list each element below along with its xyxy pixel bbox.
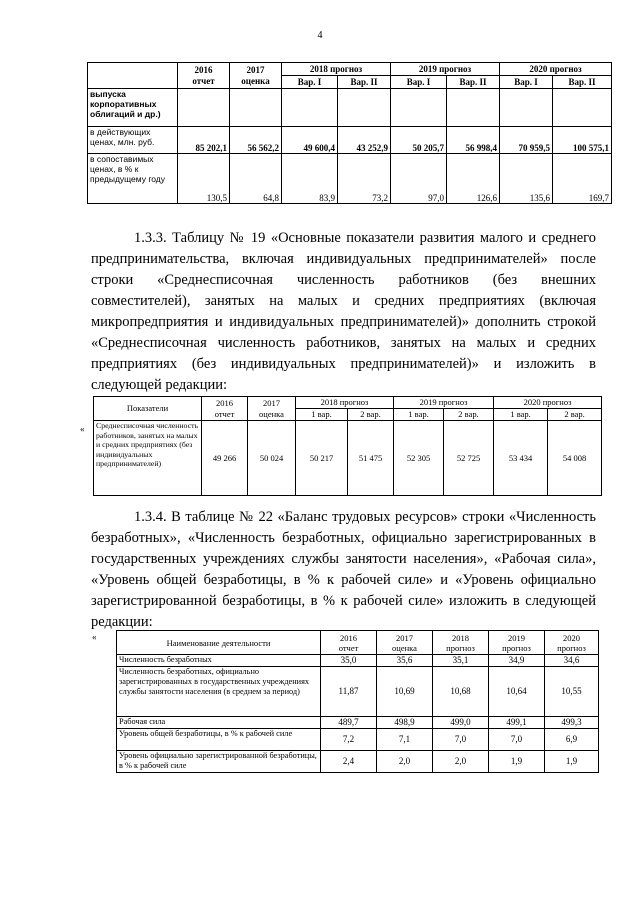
table-row [88,89,612,127]
cell: 54 008 [548,421,602,496]
row-label: Рабочая сила [117,717,321,729]
row-label: в сопоставимых ценах, в % к предыдущему году [88,154,178,204]
table-row [117,655,599,667]
cell: 7,0 [489,729,545,751]
cell: 73,2 [338,154,391,204]
header-var2: Вар. II [338,76,391,89]
cell: 10,68 [433,667,489,717]
cell: 64,8 [230,154,282,204]
row-label: Уровень официально зарегистрированной безработицы, в % к рабочей силе [117,751,321,773]
header-var1: Вар. I [391,76,447,89]
cell: 2,0 [433,751,489,773]
cell: 169,7 [553,154,612,204]
cell: 56 998,4 [447,127,500,154]
cell: 135,6 [500,154,553,204]
investment-table [87,62,612,204]
cell: 34,9 [489,655,545,667]
cell: 52 725 [444,421,494,496]
cell: 70 959,5 [500,127,553,154]
cell: 43 252,9 [338,127,391,154]
table-row [117,751,599,773]
cell: 499,3 [545,717,599,729]
table-row [88,154,612,204]
cell: 50 217 [296,421,348,496]
header-2016: 2016 отчет [178,63,230,89]
header-var1: 1 вар. [494,409,548,421]
row-label: Уровень общей безработицы, в % к рабочей силе [117,729,321,751]
labour-balance-table [116,630,599,773]
header-2020: 2020 прогноз [494,397,602,409]
header-2017: 2017 оценка [377,631,433,655]
header-2016: 2016 отчет [321,631,377,655]
cell: 52 305 [394,421,444,496]
cell: 56 562,2 [230,127,282,154]
row-label: в действующих ценах, млн. руб. [88,127,178,154]
table-row [117,667,599,717]
header-var1: 1 вар. [394,409,444,421]
cell: 100 575,1 [553,127,612,154]
cell: 53 434 [494,421,548,496]
header-var2: 2 вар. [348,409,394,421]
cell: 10,55 [545,667,599,717]
paragraph-1-3-3: 1.3.3. Таблицу № 19 «Основные показатели развития малого и среднего предпринимательства, включая индивидуальных предпринимателей» после строки «Среднесписочная численность работников (без внешних совместителей), занятых на малых и средних предприятиях (включая микропредприятия и индивидуальных предпринимателей)» дополнить строкой «Среднесписочная численность работников, занятых на малых и средних предприятиях (без индивидуальных предпринимателей)» и изложить в следующей редакции: [91,230,596,393]
header-var2: 2 вар. [444,409,494,421]
table-row [117,729,599,751]
cell: 489,7 [321,717,377,729]
header-var1: 1 вар. [296,409,348,421]
cell: 7,0 [433,729,489,751]
cell: 10,64 [489,667,545,717]
open-quote: « [80,424,85,434]
sme-table [93,396,602,496]
cell: 130,5 [178,154,230,204]
header-name: Наименование деятельности [117,631,321,655]
table-row [88,127,612,154]
paragraph-1-3-4: 1.3.4. В таблице № 22 «Баланс трудовых ресурсов» строки «Численность безработных», «Численность безработных, официально зарегистрированных в государственных учреждениях службы занятости населения», «Рабочая сила», «Уровень общей безработицы, в % к рабочей силе» и «Уровень официально зарегистрированной безработицы, в % к рабочей силе» изложить в следующей редакции: [91,509,596,630]
cell: 7,2 [321,729,377,751]
cell: 11,87 [321,667,377,717]
row-label: Численность безработных [117,655,321,667]
header-2016: 2016 отчет [202,397,248,421]
cell: 50 024 [248,421,296,496]
cell: 49 266 [202,421,248,496]
cell: 498,9 [377,717,433,729]
header-var2: 2 вар. [548,409,602,421]
header-2018: 2018 прогноз [433,631,489,655]
header-var2: Вар. II [553,76,612,89]
cell: 35,6 [377,655,433,667]
header-2018: 2018 прогноз [282,63,391,76]
header-var2: Вар. II [447,76,500,89]
cell: 83,9 [282,154,338,204]
row-label: Численность безработных, официально зарегистрированных в государственных учреждениях службы занятости населения (в среднем за период) [117,667,321,717]
header-2017: 2017 оценка [230,63,282,89]
row-label: выпуска корпоративных облигаций и др.) [88,89,178,127]
cell: 35,0 [321,655,377,667]
cell: 34,6 [545,655,599,667]
cell: 7,1 [377,729,433,751]
cell: 35,1 [433,655,489,667]
header-empty [88,63,178,89]
cell: 126,6 [447,154,500,204]
open-quote: « [92,632,97,642]
cell: 6,9 [545,729,599,751]
cell: 49 600,4 [282,127,338,154]
row-label: Среднесписочная численность работников, занятых на малых и средних предприятиях (без индивидуальных предпринимателей) [94,421,202,496]
header-2019: 2019 прогноз [391,63,500,76]
cell: 85 202,1 [178,127,230,154]
header-var1: Вар. I [500,76,553,89]
page-number: 4 [317,30,323,41]
header-2018: 2018 прогноз [296,397,394,409]
header-2020: 2020 прогноз [500,63,612,76]
header-2019: 2019 прогноз [489,631,545,655]
cell: 499,1 [489,717,545,729]
header-indicators: Показатели [94,397,202,421]
cell: 97,0 [391,154,447,204]
header-2019: 2019 прогноз [394,397,494,409]
cell: 1,9 [545,751,599,773]
header-2020: 2020 прогноз [545,631,599,655]
cell: 499,0 [433,717,489,729]
table-row [94,421,602,496]
cell: 2,4 [321,751,377,773]
header-2017: 2017 оценка [248,397,296,421]
cell: 2,0 [377,751,433,773]
table-row [117,717,599,729]
cell: 51 475 [348,421,394,496]
cell: 1,9 [489,751,545,773]
header-var1: Вар. I [282,76,338,89]
cell: 50 205,7 [391,127,447,154]
cell: 10,69 [377,667,433,717]
